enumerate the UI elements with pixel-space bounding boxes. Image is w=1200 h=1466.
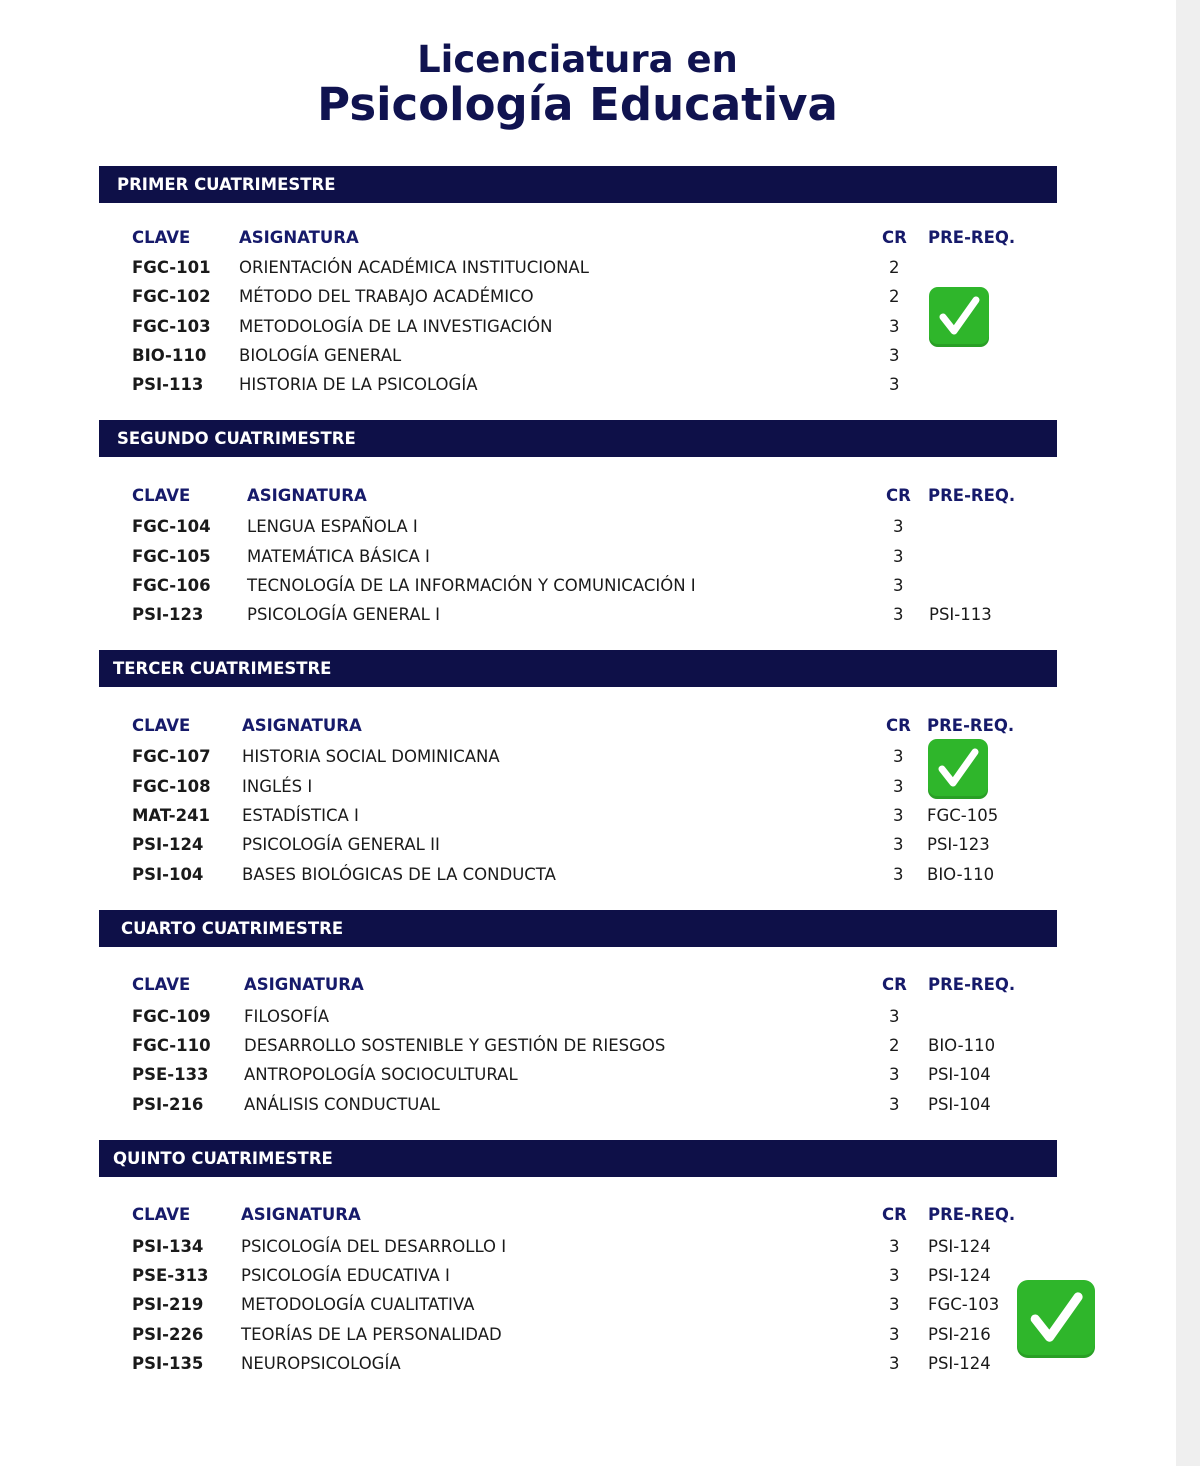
course-credits: 3 xyxy=(893,835,904,854)
course-code: FGC-107 xyxy=(132,747,211,766)
course-name: PSICOLOGÍA GENERAL II xyxy=(242,835,440,854)
course-code: FGC-101 xyxy=(132,258,211,277)
course-name: TEORÍAS DE LA PERSONALIDAD xyxy=(241,1325,502,1344)
course-code: FGC-109 xyxy=(132,1007,211,1026)
course-code: PSI-219 xyxy=(132,1295,204,1314)
course-name: BASES BIOLÓGICAS DE LA CONDUCTA xyxy=(242,865,556,884)
column-header-subject: ASIGNATURA xyxy=(241,1205,361,1224)
column-header-prereq: PRE-REQ. xyxy=(927,716,1015,735)
column-header-credits: CR xyxy=(882,975,907,994)
course-code: FGC-102 xyxy=(132,287,211,306)
course-credits: 3 xyxy=(889,346,900,365)
course-credits: 3 xyxy=(889,1266,900,1285)
column-header-subject: ASIGNATURA xyxy=(247,486,367,505)
column-header-code: CLAVE xyxy=(132,716,191,735)
course-credits: 3 xyxy=(893,576,904,595)
course-code: FGC-103 xyxy=(132,317,211,336)
course-credits: 3 xyxy=(893,806,904,825)
course-name: PSICOLOGÍA DEL DESARROLLO I xyxy=(241,1237,507,1256)
course-name: PSICOLOGÍA GENERAL I xyxy=(247,605,440,624)
course-code: PSI-113 xyxy=(132,375,204,394)
course-credits: 3 xyxy=(889,375,900,394)
course-code: PSE-313 xyxy=(132,1266,209,1285)
course-credits: 3 xyxy=(893,517,904,536)
course-name: ANÁLISIS CONDUCTUAL xyxy=(244,1095,440,1114)
course-code: PSI-226 xyxy=(132,1325,204,1344)
column-header-credits: CR xyxy=(886,486,911,505)
course-prereq: PSI-124 xyxy=(928,1354,991,1373)
course-credits: 3 xyxy=(893,865,904,884)
page-title-line2: Psicología Educativa xyxy=(317,78,838,131)
course-code: FGC-105 xyxy=(132,547,211,566)
course-code: PSI-104 xyxy=(132,865,204,884)
course-name: METODOLOGÍA DE LA INVESTIGACIÓN xyxy=(239,317,553,336)
column-header-subject: ASIGNATURA xyxy=(242,716,362,735)
course-prereq: BIO-110 xyxy=(927,865,995,884)
course-code: BIO-110 xyxy=(132,346,207,365)
course-prereq: FGC-103 xyxy=(928,1295,1000,1314)
course-code: PSE-133 xyxy=(132,1065,209,1084)
course-prereq: PSI-113 xyxy=(929,605,992,624)
course-name: TECNOLOGÍA DE LA INFORMACIÓN Y COMUNICACIÓN I xyxy=(247,576,696,595)
course-credits: 3 xyxy=(889,1007,900,1026)
course-credits: 3 xyxy=(893,777,904,796)
course-name: NEUROPSICOLOGÍA xyxy=(241,1354,401,1373)
course-name: ESTADÍSTICA I xyxy=(242,806,359,825)
course-credits: 3 xyxy=(889,1095,900,1114)
course-prereq: PSI-104 xyxy=(928,1065,991,1084)
column-header-prereq: PRE-REQ. xyxy=(928,975,1016,994)
course-name: LENGUA ESPAÑOLA I xyxy=(247,517,418,536)
course-code: MAT-241 xyxy=(132,806,211,825)
course-code: FGC-110 xyxy=(132,1036,211,1055)
course-credits: 3 xyxy=(889,1325,900,1344)
course-code: PSI-134 xyxy=(132,1237,204,1256)
course-name: DESARROLLO SOSTENIBLE Y GESTIÓN DE RIESGOS xyxy=(244,1036,666,1055)
course-credits: 3 xyxy=(889,1237,900,1256)
column-header-code: CLAVE xyxy=(132,1205,191,1224)
page-title-line1: Licenciatura en xyxy=(417,38,738,81)
course-prereq: PSI-124 xyxy=(928,1266,991,1285)
column-header-code: CLAVE xyxy=(132,975,191,994)
course-name: HISTORIA DE LA PSICOLOGÍA xyxy=(239,375,478,394)
column-header-prereq: PRE-REQ. xyxy=(928,1205,1016,1224)
course-name: ORIENTACIÓN ACADÉMICA INSTITUCIONAL xyxy=(239,258,589,277)
section-header-segundo: SEGUNDO CUATRIMESTRE xyxy=(99,420,1057,457)
course-prereq: PSI-124 xyxy=(928,1237,991,1256)
section-header-tercer: TERCER CUATRIMESTRE xyxy=(99,650,1057,687)
course-credits: 2 xyxy=(889,287,900,306)
column-header-credits: CR xyxy=(886,716,911,735)
column-header-code: CLAVE xyxy=(132,228,191,247)
course-prereq: FGC-105 xyxy=(927,806,999,825)
course-name: ANTROPOLOGÍA SOCIOCULTURAL xyxy=(244,1065,518,1084)
column-header-subject: ASIGNATURA xyxy=(244,975,364,994)
course-credits: 3 xyxy=(889,1295,900,1314)
course-code: FGC-104 xyxy=(132,517,211,536)
course-name: HISTORIA SOCIAL DOMINICANA xyxy=(242,747,500,766)
course-name: MÉTODO DEL TRABAJO ACADÉMICO xyxy=(239,287,534,306)
course-name: MATEMÁTICA BÁSICA I xyxy=(247,547,430,566)
course-name: PSICOLOGÍA EDUCATIVA I xyxy=(241,1266,450,1285)
course-prereq: BIO-110 xyxy=(928,1036,996,1055)
column-header-credits: CR xyxy=(882,1205,907,1224)
column-header-subject: ASIGNATURA xyxy=(239,228,359,247)
course-credits: 2 xyxy=(889,1036,900,1055)
column-header-prereq: PRE-REQ. xyxy=(928,486,1016,505)
course-credits: 3 xyxy=(889,1065,900,1084)
course-code: PSI-124 xyxy=(132,835,204,854)
column-header-credits: CR xyxy=(882,228,907,247)
course-code: PSI-135 xyxy=(132,1354,204,1373)
section-header-cuarto: CUARTO CUATRIMESTRE xyxy=(99,910,1057,947)
course-prereq: PSI-104 xyxy=(928,1095,991,1114)
column-header-prereq: PRE-REQ. xyxy=(928,228,1016,247)
course-name: BIOLOGÍA GENERAL xyxy=(239,346,402,365)
course-credits: 3 xyxy=(893,547,904,566)
course-name: FILOSOFÍA xyxy=(244,1007,330,1026)
course-credits: 3 xyxy=(889,317,900,336)
course-credits: 3 xyxy=(893,605,904,624)
course-code: PSI-216 xyxy=(132,1095,204,1114)
check-mark-icon xyxy=(1017,1280,1095,1358)
section-header-quinto: QUINTO CUATRIMESTRE xyxy=(99,1140,1057,1177)
course-credits: 3 xyxy=(893,747,904,766)
course-code: PSI-123 xyxy=(132,605,204,624)
course-credits: 3 xyxy=(889,1354,900,1373)
check-mark-icon xyxy=(929,287,989,347)
course-credits: 2 xyxy=(889,258,900,277)
course-prereq: PSI-216 xyxy=(928,1325,991,1344)
section-header-primer: PRIMER CUATRIMESTRE xyxy=(99,166,1057,203)
course-name: INGLÉS I xyxy=(242,777,313,796)
course-code: FGC-108 xyxy=(132,777,211,796)
check-mark-icon xyxy=(928,739,988,799)
column-header-code: CLAVE xyxy=(132,486,191,505)
course-prereq: PSI-123 xyxy=(927,835,990,854)
page-edge-strip xyxy=(1176,0,1200,1466)
course-code: FGC-106 xyxy=(132,576,211,595)
course-name: METODOLOGÍA CUALITATIVA xyxy=(241,1295,475,1314)
